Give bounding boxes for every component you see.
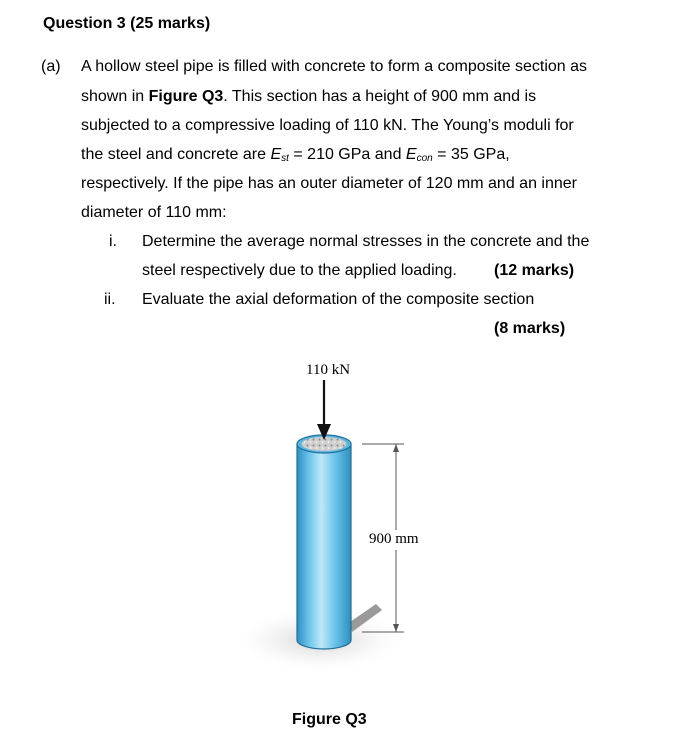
figure-caption: Figure Q3 bbox=[292, 711, 367, 728]
part-label: (a) bbox=[41, 58, 61, 75]
e-con-subscript: con bbox=[416, 153, 433, 164]
e-st-value: = 210 GPa and bbox=[293, 146, 402, 163]
intro-line-5: respectively. If the pipe has an outer diameter of 120 mm and an inner bbox=[81, 175, 577, 192]
intro-line-1: A hollow steel pipe is filled with concrete to form a composite section as bbox=[81, 58, 588, 75]
e-st-subscript: st bbox=[281, 153, 289, 164]
subpart-ii-line-1: Evaluate the axial deformation of the composite section bbox=[142, 291, 535, 308]
load-label: 110 kN bbox=[306, 362, 351, 378]
subpart-i-line-1: Determine the average normal stresses in the concrete and the bbox=[142, 233, 590, 250]
subpart-ii-numeral: ii. bbox=[104, 291, 116, 308]
intro-line-6: diameter of 110 mm: bbox=[81, 204, 227, 221]
question-heading: Question 3 (25 marks) bbox=[43, 15, 211, 32]
e-con-value: = 35 GPa, bbox=[437, 146, 510, 163]
intro-line-2-prefix: shown in bbox=[81, 88, 145, 105]
height-label: 900 mm bbox=[369, 531, 419, 547]
e-con-symbol: E bbox=[405, 146, 417, 163]
figure-reference: Figure Q3 bbox=[148, 88, 224, 105]
subpart-ii-marks: (8 marks) bbox=[494, 320, 566, 337]
intro-line-2-rest: This section has a height of 900 mm and is bbox=[231, 88, 537, 105]
subpart-i-numeral: i. bbox=[109, 233, 117, 250]
steel-pipe bbox=[297, 444, 351, 649]
subpart-i-marks: (12 marks) bbox=[494, 262, 575, 279]
e-st-symbol: E bbox=[270, 146, 282, 163]
moduli-prefix: the steel and concrete are bbox=[81, 146, 267, 163]
figure-reference-period: . bbox=[223, 88, 228, 105]
intro-line-3: subjected to a compressive loading of 110 kN. The Young’s moduli for bbox=[81, 117, 574, 134]
dimension-arrow-top bbox=[393, 444, 399, 452]
subpart-i-line-2: steel respectively due to the applied loading. bbox=[142, 262, 457, 279]
